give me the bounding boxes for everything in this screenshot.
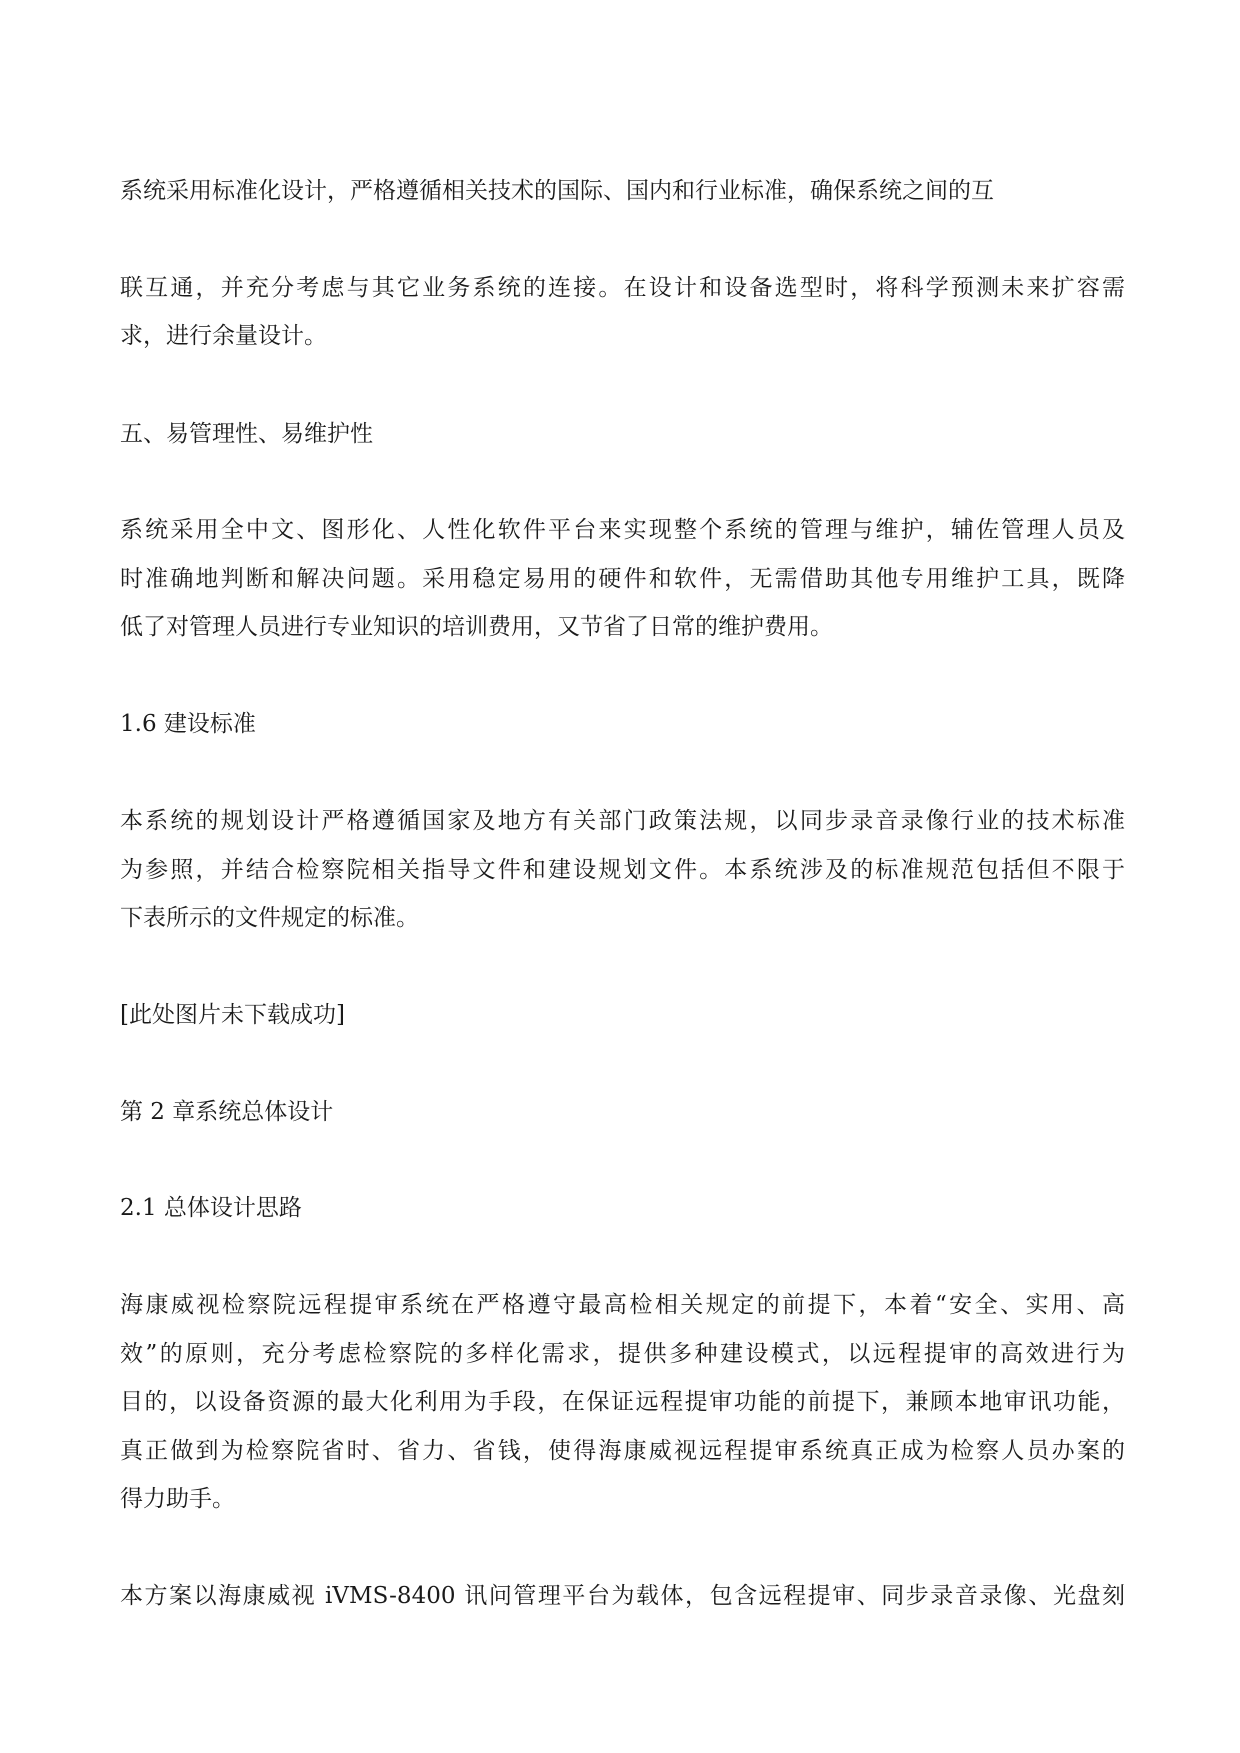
paragraph-line: 系统采用全中文、图形化、人性化软件平台来实现整个系统的管理与维护，辅佐管理人员及 [120,517,1125,543]
section-heading: 1.6 建设标准 [120,711,256,737]
chapter-heading: 第 2 章系统总体设计 [120,1099,334,1125]
paragraph-line: 本系统的规划设计严格遵循国家及地方有关部门政策法规，以同步录音录像行业的技术标准 [120,808,1125,834]
paragraph-line: 本方案以海康威视 iVMS-8400 讯问管理平台为载体，包含远程提审、同步录音录像、光盘刻 [120,1583,1125,1609]
paragraph-line: 海康威视检察院远程提审系统在严格遵守最高检相关规定的前提下，本着“安全、实用、高 [120,1292,1125,1318]
paragraph-line: 真正做到为检察院省时、省力、省钱，使得海康威视远程提审系统真正成为检察人员办案的 [120,1438,1125,1464]
image-placeholder-text: [此处图片未下载成功] [120,1002,345,1028]
paragraph-line: 联互通，并充分考虑与其它业务系统的连接。在设计和设备选型时，将科学预测未来扩容需 [120,275,1125,301]
paragraph-line: 低了对管理人员进行专业知识的培训费用，又节省了日常的维护费用。 [120,614,833,640]
section-heading: 2.1 总体设计思路 [120,1195,302,1221]
section-heading: 五、易管理性、易维护性 [120,421,373,447]
paragraph-line: 下表所示的文件规定的标准。 [120,905,419,931]
paragraph-line: 系统采用标准化设计，严格遵循相关技术的国际、国内和行业标准，确保系统之间的互 [120,178,994,204]
paragraph-line: 为参照，并结合检察院相关指导文件和建设规划文件。本系统涉及的标准规范包括但不限于 [120,857,1125,883]
paragraph-line: 时准确地判断和解决问题。采用稳定易用的硬件和软件，无需借助其他专用维护工具，既降 [120,566,1125,592]
paragraph-line: 得力助手。 [120,1486,235,1512]
paragraph-line: 目的，以设备资源的最大化利用为手段，在保证远程提审功能的前提下，兼顾本地审讯功能， [120,1389,1125,1415]
paragraph-line: 求，进行余量设计。 [120,323,327,349]
paragraph-line: 效”的原则，充分考虑检察院的多样化需求，提供多种建设模式，以远程提审的高效进行为 [120,1341,1125,1367]
